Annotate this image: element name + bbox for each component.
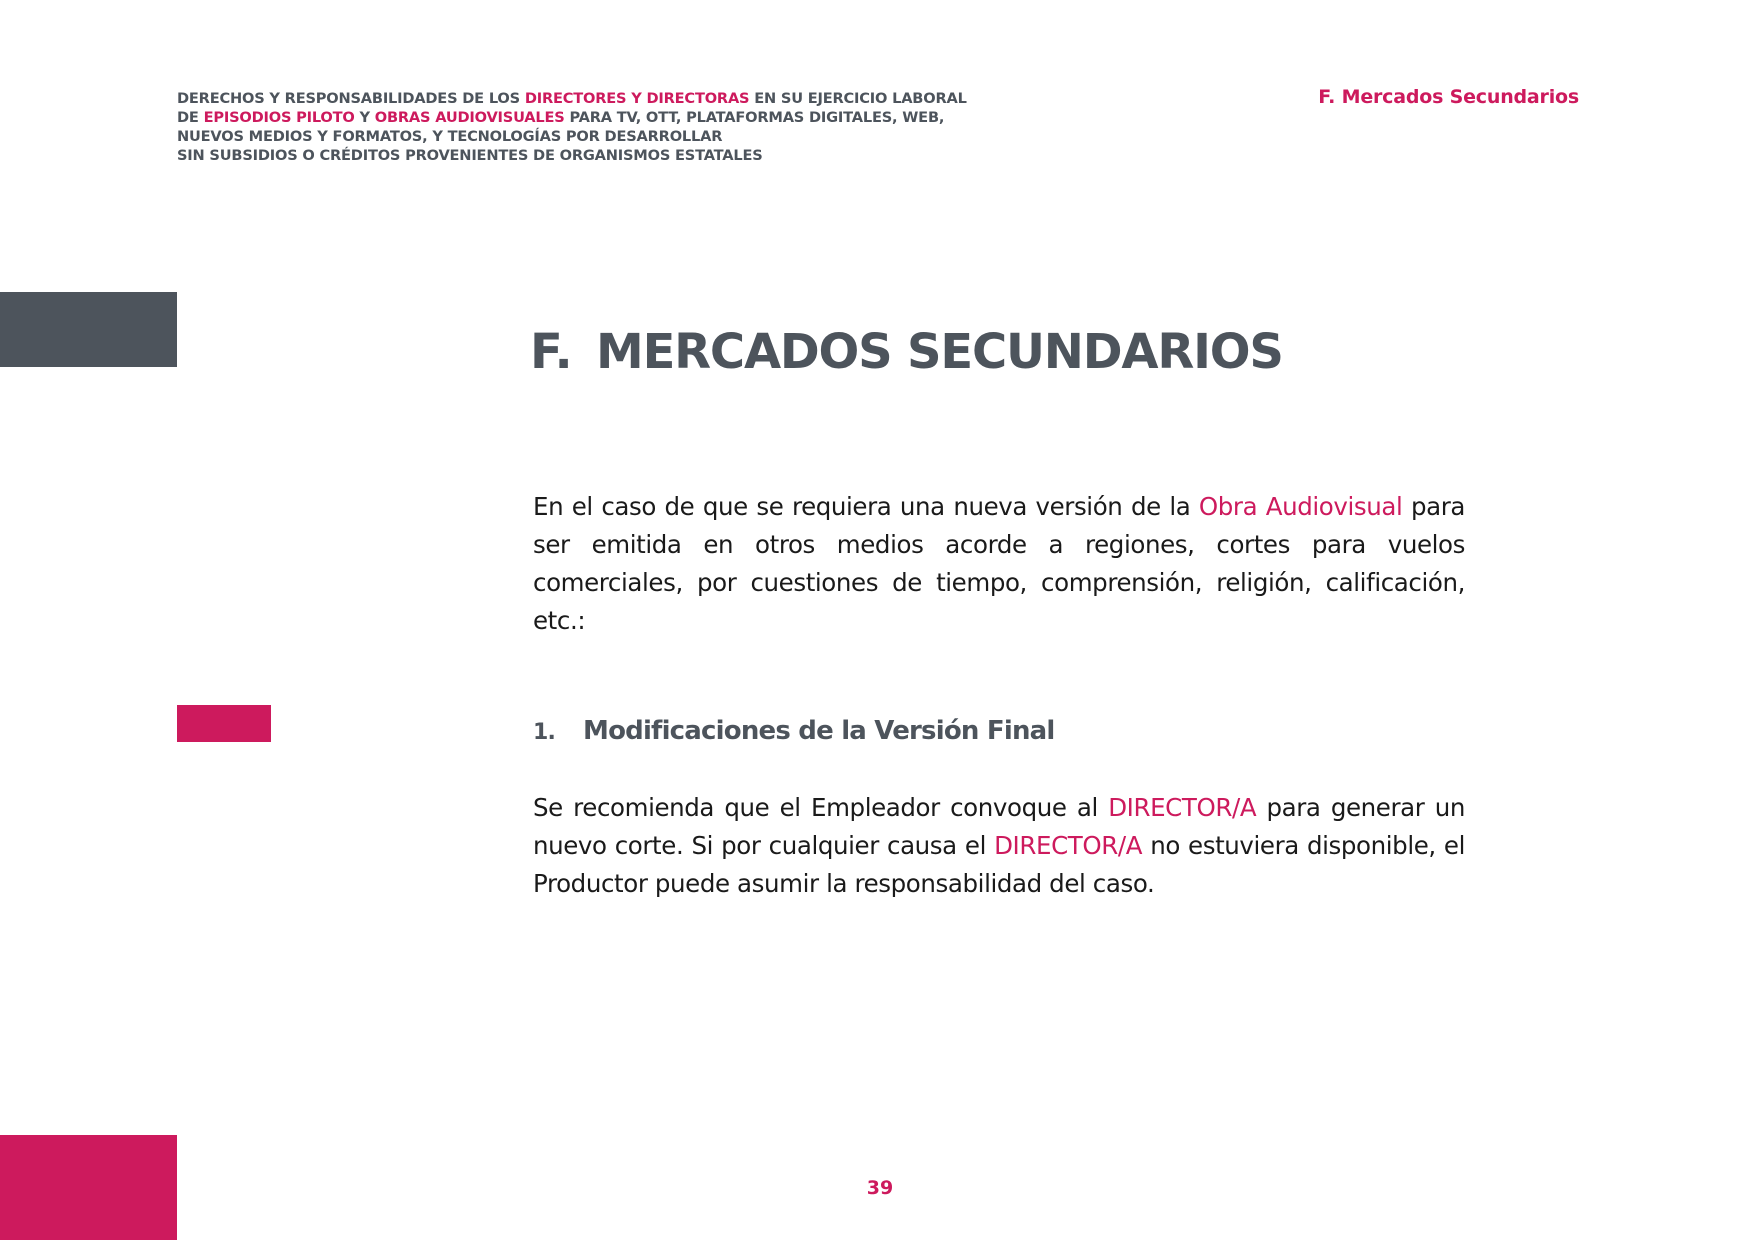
decorative-pink-marker: [177, 705, 271, 742]
decorative-pink-block: [0, 1135, 177, 1240]
text-run: NUEVOS MEDIOS Y FORMATOS, Y TECNOLOGÍAS POR DESARROLLAR: [177, 128, 723, 145]
text-run: DE: [177, 109, 204, 126]
subsection-number: 1.: [533, 720, 556, 745]
text-run: EN SU EJERCICIO LABORAL: [749, 90, 967, 107]
text-run: para generar un nuevo corte. Si por cualquier causa el: [533, 793, 1466, 860]
title-section-letter: F.: [530, 324, 572, 380]
document-running-header: [177, 89, 997, 165]
text-run: Y: [354, 109, 375, 126]
title-text: MERCADOS SECUNDARIOS: [596, 324, 1283, 380]
text-run: SIN SUBSIDIOS O CRÉDITOS PROVENIENTES DE ORGANISMOS ESTATALES: [177, 147, 763, 164]
header-line: [177, 127, 997, 146]
section-tag: F. Mercados Secundarios: [1318, 86, 1579, 108]
highlighted-term: EPISODIOS PILOTO: [203, 109, 355, 126]
decorative-grey-block: [0, 292, 177, 367]
text-run: En el caso de que se requiera una nueva versión de la: [533, 492, 1199, 521]
page-number: 39: [866, 1177, 894, 1199]
header-line: [177, 89, 997, 108]
highlighted-term: DIRECTOR/A: [994, 831, 1143, 860]
page-title: [530, 324, 1283, 380]
highlighted-term: DIRECTOR/A: [1108, 793, 1257, 822]
text-run: Se recomienda que el Empleador convoque al: [533, 793, 1109, 822]
header-line: [177, 146, 997, 165]
text-run: PARA TV, OTT, PLATAFORMAS DIGITALES, WEB,: [564, 109, 945, 126]
intro-paragraph: [533, 488, 1465, 640]
subsection-heading: [533, 716, 1055, 746]
text-run: no estuviera disponible, el Productor puede asumir la responsabilidad del caso.: [533, 831, 1465, 898]
highlighted-term: OBRAS AUDIOVISUALES: [374, 109, 565, 126]
highlighted-term: Obra Audiovisual: [1198, 492, 1403, 521]
subsection-title: Modificaciones de la Versión Final: [583, 716, 1055, 746]
text-run: para ser emitida en otros medios acorde a regiones, cortes para vuelos comerciales, por cuestiones de tiempo, comprensión, religión, calificación, etc.:: [533, 492, 1465, 635]
highlighted-term: DIRECTORES Y DIRECTORAS: [524, 90, 750, 107]
text-run: DERECHOS Y RESPONSABILIDADES DE LOS: [177, 90, 525, 107]
subsection-paragraph: [533, 789, 1465, 903]
header-line: [177, 108, 997, 127]
